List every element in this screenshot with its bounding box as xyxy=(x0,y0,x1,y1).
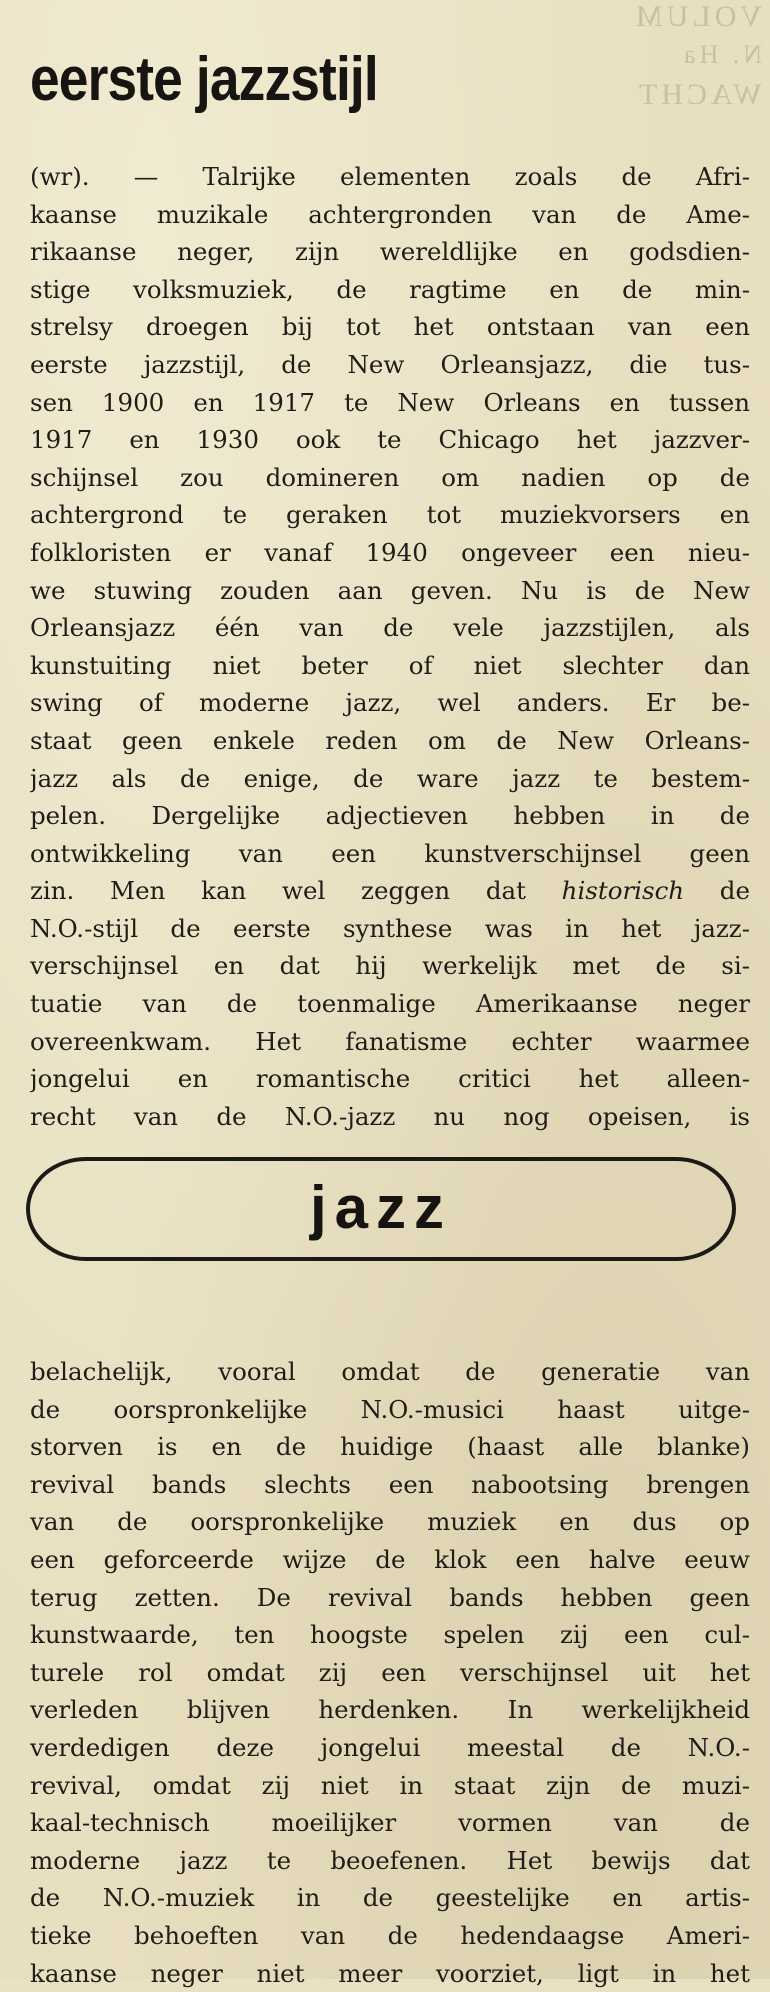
article-body-bottom xyxy=(30,1353,750,1992)
text-line: verdedigen deze jongelui meestal de N.O.- xyxy=(30,1729,750,1767)
text-line: verleden blijven herdenken. In werkelijkheid xyxy=(30,1691,750,1729)
italic-word: historisch xyxy=(562,876,684,905)
text-line: een geforceerde wijze de klok een halve eeuw xyxy=(30,1541,750,1579)
text-line: rikaanse neger, zijn wereldlijke en godsdien- xyxy=(30,233,750,271)
text-line: schijnsel zou domineren om nadien op de xyxy=(30,459,750,497)
text-line: kunstuiting niet beter of niet slechter dan xyxy=(30,647,750,685)
text-line: (wr). — Talrijke elementen zoals de Afri- xyxy=(30,158,750,196)
text-line: stige volksmuziek, de ragtime en de min- xyxy=(30,271,750,309)
text-line: recht van de N.O.-jazz nu nog opeisen, is xyxy=(30,1098,750,1136)
text-line: sen 1900 en 1917 te New Orleans en tussen xyxy=(30,384,750,422)
text-line: Orleansjazz één van de vele jazzstijlen, als xyxy=(30,609,750,647)
text-line: folkloristen er vanaf 1940 ongeveer een nieu- xyxy=(30,534,750,572)
bleed-through-text: VOLUM N. Ha WACHT xyxy=(580,0,770,150)
text-line: de oorspronkelijke N.O.-musici haast uitge- xyxy=(30,1391,750,1429)
text-line: N.O.-stijl de eerste synthese was in het jazz- xyxy=(30,910,750,948)
text-line: tuatie van de toenmalige Amerikaanse neger xyxy=(30,985,750,1023)
text-line: pelen. Dergelijke adjectieven hebben in de xyxy=(30,797,750,835)
text-line: we stuwing zouden aan geven. Nu is de New xyxy=(30,572,750,610)
text-line: de N.O.-muziek in de geestelijke en artis- xyxy=(30,1879,750,1917)
article-headline: eerste jazzstijl xyxy=(30,42,378,118)
text-line: 1917 en 1930 ook te Chicago het jazzver- xyxy=(30,421,750,459)
section-banner xyxy=(26,1157,736,1261)
text-line: achtergrond te geraken tot muziekvorsers en xyxy=(30,496,750,534)
text-line: overeenkwam. Het fanatisme echter waarmee xyxy=(30,1023,750,1061)
text-line: strelsy droegen bij tot het ontstaan van een xyxy=(30,308,750,346)
text-line: eerste jazzstijl, de New Orleansjazz, die tus- xyxy=(30,346,750,384)
text-line: tieke behoeften van de hedendaagse Ameri- xyxy=(30,1917,750,1955)
text-line: ontwikkeling van een kunstverschijnsel geen xyxy=(30,835,750,873)
text-line: terug zetten. De revival bands hebben geen xyxy=(30,1579,750,1617)
text-line: kaanse muzikale achtergronden van de Ame- xyxy=(30,196,750,234)
text-line: moderne jazz te beoefenen. Het bewijs dat xyxy=(30,1842,750,1880)
text-line: storven is en de huidige (haast alle blanke) xyxy=(30,1428,750,1466)
text-line: turele rol omdat zij een verschijnsel uit het xyxy=(30,1654,750,1692)
article-body-top xyxy=(30,158,750,1135)
text-line: staat geen enkele reden om de New Orleans- xyxy=(30,722,750,760)
text-line: kaal-technisch moeilijker vormen van de xyxy=(30,1804,750,1842)
text-line: van de oorspronkelijke muziek en dus op xyxy=(30,1503,750,1541)
text-line: kaanse neger niet meer voorziet, ligt in het xyxy=(30,1955,750,1992)
text-line: jazz als de enige, de ware jazz te bestem- xyxy=(30,760,750,798)
text-line: belachelijk, vooral omdat de generatie van xyxy=(30,1353,750,1391)
banner-label: jazz xyxy=(30,1171,732,1245)
text-line: zin. Men kan wel zeggen dat historisch de xyxy=(30,872,750,910)
text-line: verschijnsel en dat hij werkelijk met de si- xyxy=(30,947,750,985)
text-line: revival bands slechts een nabootsing brengen xyxy=(30,1466,750,1504)
text-line: kunstwaarde, ten hoogste spelen zij een cul- xyxy=(30,1616,750,1654)
text-line: swing of moderne jazz, wel anders. Er be- xyxy=(30,684,750,722)
text-line: revival, omdat zij niet in staat zijn de muzi- xyxy=(30,1767,750,1805)
text-line: jongelui en romantische critici het alleen- xyxy=(30,1060,750,1098)
